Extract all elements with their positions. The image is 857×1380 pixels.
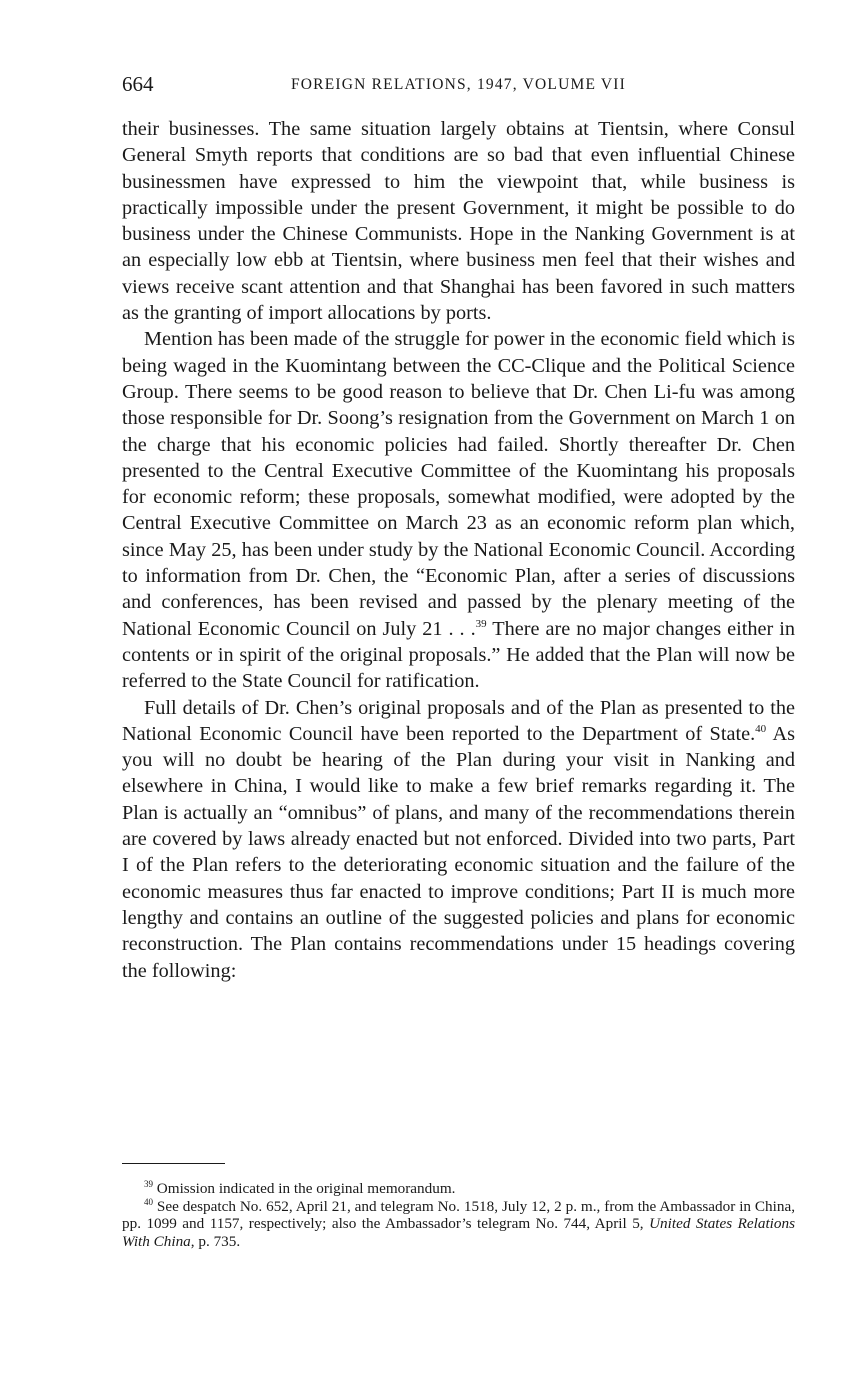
footnote-40-text-b: , p. 735. [190, 1232, 241, 1250]
footnote-39-text: Omission indicated in the original memorandum. [153, 1180, 456, 1197]
running-title: FOREIGN RELATIONS, 1947, VOLUME VII [290, 76, 627, 93]
paragraph-2-text-b: There are no major changes either in contents or in spirit of the original proposals.” He added that the Plan will now be referred to the State Council for ratification. [122, 617, 795, 693]
paragraph-2-text-a: Mention has been made of the struggle for power in the economic field which is being waged in the Kuomintang between the CC-Clique and the Political Science Group. There seems to be good reason to believe that Dr. Chen Li-fu was among those responsible for Dr. Soong’s resignation from the Government on March 1 on the charge that his economic policies had failed. Shortly thereafter Dr. Chen presented to the Central Executive Committee of the Kuomintang his proposals for economic reform; these proposals, somewhat modified, were adopted by the Central Executive Committee on March 23 as an economic reform plan which, since May 25, has been under study by the National Economic Council. According to information from Dr. Chen, the “Economic Plan, after a series of discussions and conferences, has been revised and passed by the plenary meeting of the National Economic Council on July 21 . . . [122, 328, 795, 640]
body-text [122, 116, 795, 984]
page-number: 664 [122, 72, 154, 96]
paragraph-2 [122, 326, 795, 694]
footnote-divider [122, 1163, 225, 1164]
footnote-mark-40: 40 [144, 1196, 153, 1207]
paragraph-1-text: their businesses. The same situation largely obtains at Tientsin, where Consul General Smyth reports that conditions are so bad that even influential Chinese businessmen have expressed to him the viewpoint that, while business is practically impossible under the present Government, it might be possible to do business under the Chinese Communists. Hope in the Nanking Government is at an especially low ebb at Tientsin, where business men feel that their wishes and views receive scant attention and that Shanghai has been favored in such matters as the granting of import allocations by ports. [122, 118, 795, 325]
paragraph-3-text-a: Full details of Dr. Chen’s original proposals and of the Plan as presented to the National Economic Council have been reported to the Department of State. [122, 696, 795, 745]
paragraph-3-text-b: As you will no doubt be hearing of the Plan during your visit in Nanking and elsewhere in China, I would like to make a few brief remarks regarding it. The Plan is actually an “omnibus” of plans, and many of the recommendations therein are covered by laws already enacted but not enforced. Divided into two parts, Part I of the Plan refers to the deteriorating economic situation and the failure of the economic measures thus far enacted to improve conditions; Part II is much more lengthy and contains an outline of the suggested policies and plans for economic reconstruction. The Plan contains recommendations under 15 headings covering the following: [122, 722, 795, 982]
page-header [122, 72, 795, 100]
footnote-40-text-a: See despatch No. 652, April 21, and telegram No. 1518, July 12, 2 p. m., from the Ambassador in China, pp. 1099 and 1157, respectively; also the Ambassador’s telegram No. 744, April 5, [122, 1197, 795, 1232]
footnote-ref-40[interactable]: 40 [755, 722, 767, 735]
paragraph-3 [122, 695, 795, 984]
footnote-40-title: United States Relations With China [122, 1215, 795, 1250]
paragraph-1 [122, 116, 795, 326]
footnote-39 [122, 1180, 795, 1198]
footnote-mark-39: 39 [144, 1179, 153, 1189]
footnote-ref-39[interactable]: 39 [475, 617, 487, 630]
footnotes [122, 1180, 795, 1250]
footnote-40 [122, 1198, 795, 1251]
